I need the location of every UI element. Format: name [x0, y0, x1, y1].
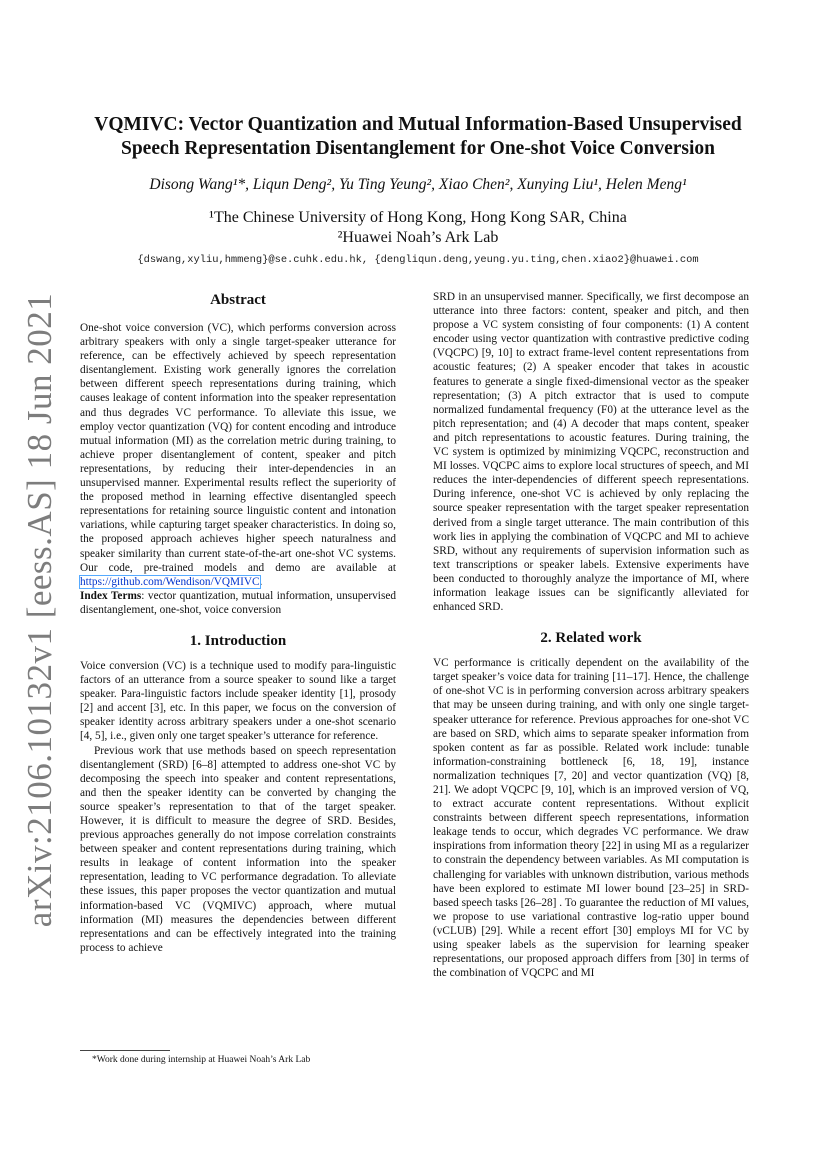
title-line-2: Speech Representation Disentanglement for One-shot Voice Conversion — [120, 138, 715, 159]
footnote: *Work done during internship at Huawei Noah’s Ark Lab — [92, 1055, 311, 1065]
abstract-body — [80, 321, 396, 589]
intro-paragraph-3: SRD in an unsupervised manner. Specifically, we first decompose an utterance into three factors: content, speaker and pitch, and then propose a VC system consisting of four components: (1) A content encoder using vector quantization with contrastive predictive coding (VQCPC) [9, 10] to extract frame-level content representations from acoustic features; (2) A speaker encoder that takes in acoustic features to generate a single fixed-dimensional vector as the speaker representation; (3) A pitch extractor that is used to compute normalized fundamental frequency (F0) at the utterance level as the pitch representation; and (4) A decoder that maps content, speaker and pitch representations to acoustic features. During training, the VC system is optimized by minimizing VQCPC, reconstruction and MI losses. VQCPC aims to explore local structures of speech, and MI reduces the inter-dependencies of different speech representations. During inference, one-shot VC is achieved by only replacing the source speaker representation with the target speaker representation derived from a single target utterance. The main contribution of this work lies in applying the combination of VQCPC and MI to achieve SRD, without any requirements of supervision information such as text transcriptions or speaker labels. Extensive experiments have been conducted to thoroughly analyze the importance of MI, where information leakage issues can be significantly alleviated for enhanced SRD. — [433, 291, 749, 614]
footnote-rule — [80, 1050, 170, 1051]
introduction-heading: 1. Introduction — [189, 632, 287, 649]
abstract-heading: Abstract — [210, 292, 266, 308]
abstract-text: One-shot voice conversion (VC), which performs conversion across arbitrary speakers with only a single target-speaker utterance for reference, can be effectively achieved by speech representation disentanglement. Existing work generally ignores the correlation between different speech representations during training, which causes leakage of content information into the speaker representation and thus degrades VC performance. To alleviate this issue, we employ vector quantization (VQ) for content encoding and introduce mutual information (MI) as the correlation metric during training, to achieve proper disentanglement of content, speaker and pitch representations, by reducing their inter-dependencies in an unsupervised manner. Experimental results reflect the superiority of the proposed method in learning effective disentangled speech representations for retaining source linguistic content and intonation variations, while capturing target speaker characteristics. In doing so, the proposed approach achieves higher speech naturalness and speaker similarity than current state-of-the-art one-shot VC systems. Our code, pre-trained models and demo are available at — [80, 322, 396, 574]
paper-title — [60, 113, 776, 161]
code-link[interactable]: https://github.com/Wendison/VQMIVC — [80, 575, 260, 588]
right-column — [433, 290, 749, 980]
affiliation-2: ²Huawei Noah’s Ark Lab — [337, 229, 499, 246]
arxiv-identifier: arXiv:2106.10132v1 [eess.AS] 18 Jun 2021 — [20, 292, 59, 928]
author-emails: {dswang,xyliu,hmmeng}@se.cuhk.edu.hk, {dengliqun.deng,yeung.yu.ting,chen.xiao2}@huawei.com — [137, 254, 699, 266]
abstract-link-suffix: . — [259, 575, 263, 588]
index-terms-label: Index Terms — [80, 589, 142, 602]
index-terms-text: : vector quantization, mutual information, unsupervised disentanglement, one-shot, voice conversion — [80, 589, 396, 616]
arxiv-sidebar — [20, 292, 60, 928]
title-line-1: VQMIVC: Vector Quantization and Mutual Information-Based Unsupervised — [94, 114, 742, 135]
related-work-heading: 2. Related work — [540, 630, 642, 647]
intro-paragraph-2: Previous work that use methods based on speech representation disentanglement (SRD) [6–8] attempted to address one-shot VC by decomposing the speech into speaker and content representations, and then the speaker identity can be converted by changing the source speaker’s representation to that of the target speaker. However, it is difficult to measure the degree of SRD. Besides, previous approaches generally do not impose correlation constraints between speaker and content representations during training, which results in leakage of content information into the speaker representation, leading to VC performance degradation. To alleviate these issues, this paper proposes the vector quantization and mutual information-based VC (VQMIVC) approach, where mutual information (MI) measures the dependencies between different representations and can be effectively integrated into the training process to achieve — [80, 744, 396, 954]
intro-paragraph-1: Voice conversion (VC) is a technique used to modify para-linguistic factors of an utterance from a source speaker to sound like a target speaker. Para-linguistic factors include speaker identity [1], prosody [2] and accent [3], etc. In this paper, we focus on the conversion of speaker identity across arbitrary speakers under a one-shot scenario [4, 5], i.e., given only one target speaker’s utterance for reference. — [80, 659, 396, 743]
index-terms — [80, 589, 396, 617]
affiliations — [60, 208, 776, 248]
author-list: Disong Wang¹*, Liqun Deng², Yu Ting Yeung², Xiao Chen², Xunying Liu¹, Helen Meng¹ — [149, 176, 687, 193]
left-column — [80, 290, 396, 955]
related-work-paragraph: VC performance is critically dependent on the availability of the target speaker’s voice data for training [11–17]. Hence, the challenge of one-shot VC is in performing conversion across arbitrary speakers that may be unseen during training, and with only one single target-speaker utterance for reference. Previous approaches for one-shot VC are based on SRD, which aims to separate speaker information from spoken content as far as possible. Related work include: tunable information-constraining bottleneck [6, 18, 19], instance normalization techniques [7, 20] and vector quantization (VQ) [8, 21]. We adopt VQCPC [9, 10], which is an improved version of VQ, to extract accurate content representations. Without explicit constraints between different speech representations, information leakage tends to occur, which degrades VC performance. We draw inspirations from information theory [22] in using MI as a regularizer to constrain the dependency between variables. As MI computation is challenging for variables with unknown distribution, various methods have been explored to estimate MI lower bound [23–25] in SRD-based speech tasks [26–28] . To guarantee the reduction of MI values, we propose to use variational contrastive log-ratio upper bound (vCLUB) [29]. While a recent effort [30] employs MI for VC by using speaker labels as the supervision for learning speaker representations, our proposed approach differs from [30] in terms of the combination of VQCPC and MI — [433, 657, 749, 980]
affiliation-1: ¹The Chinese University of Hong Kong, Hong Kong SAR, China — [209, 209, 627, 226]
